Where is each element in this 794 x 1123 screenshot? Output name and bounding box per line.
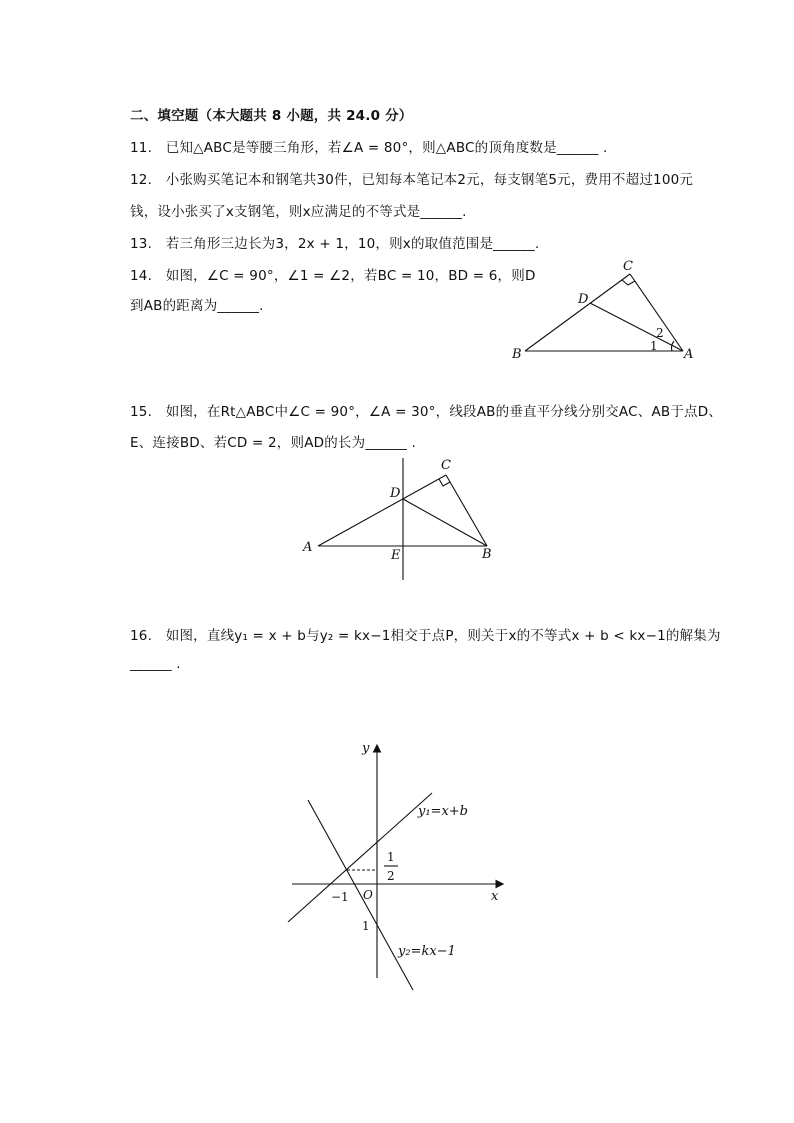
q14-angle-2: 2 [656,326,664,340]
q16-label-x: x [491,889,499,904]
q15-label-E: E [391,548,401,563]
question-15-line-1: 15. 如图，在Rt△ABC中∠C = 90°，∠A = 30°，线段AB的垂直平分线分别交AC、AB于点D、 [130,404,723,420]
question-11: 11. 已知△ABC是等腰三角形，若∠A = 80°，则△ABC的顶角度数是______ . [130,140,608,156]
question-14-line-1: 14. 如图，∠C = 90°，∠1 = ∠2，若BC = 10，BD = 6，则D [130,268,536,284]
question-12-line-1: 12. 小张购买笔记本和钢笔共30件，已知每本笔记本2元，每支钢笔5元，费用不超过100元 [130,172,694,188]
q14-label-B: B [512,347,522,362]
question-16-line-1: 16. 如图，直线y₁ = x + b与y₂ = kx−1相交于点P，则关于x的不等式x + b < kx−1的解集为 [130,628,721,644]
question-16-line-2: ______ . [130,656,181,672]
q15-label-C: C [441,458,451,473]
q15-label-B: B [482,547,492,562]
q16-label-one: 1 [362,919,370,933]
question-15-line-2: E、连接BD、若CD = 2，则AD的长为______ . [130,435,417,451]
q16-label-half-numerator: 1 [387,850,395,864]
q14-figure [505,255,705,365]
section-heading: 二、填空题（本大题共 8 小题，共 24.0 分） [130,108,413,124]
q15-label-A: A [303,540,313,555]
q15-label-D: D [390,486,401,501]
q14-label-C: C [623,259,633,274]
question-14-line-2: 到AB的距离为______. [130,298,264,314]
q16-label-half-denominator: 2 [387,869,395,883]
q15-figure [296,452,506,584]
q15-segment-AC [318,475,446,546]
q16-label-origin: O [363,888,373,902]
q14-label-D: D [578,292,589,307]
q15-segment-CB [446,475,487,546]
q15-segment-DB [403,499,487,546]
q16-label-line-y2: y₂=kx−1 [398,944,456,959]
q16-label-y: y [362,741,370,756]
q16-label-line-y1: y₁=x+b [418,804,468,819]
q16-line-y1 [288,793,432,922]
q16-line-y2 [308,800,413,990]
question-12-line-2: 钱，设小张买了x支钢笔，则x应满足的不等式是______. [130,204,467,220]
q14-label-A: A [684,347,694,362]
q16-label-neg-one: −1 [331,890,349,904]
q14-angle-1: 1 [650,339,658,353]
q14-right-angle-mark [622,280,635,285]
q14-segment-DA [590,303,683,351]
question-13: 13. 若三角形三边长为3，2x + 1，10，则x的取值范围是______. [130,236,540,252]
q16-figure [285,738,510,995]
q14-segment-BC [525,274,630,351]
